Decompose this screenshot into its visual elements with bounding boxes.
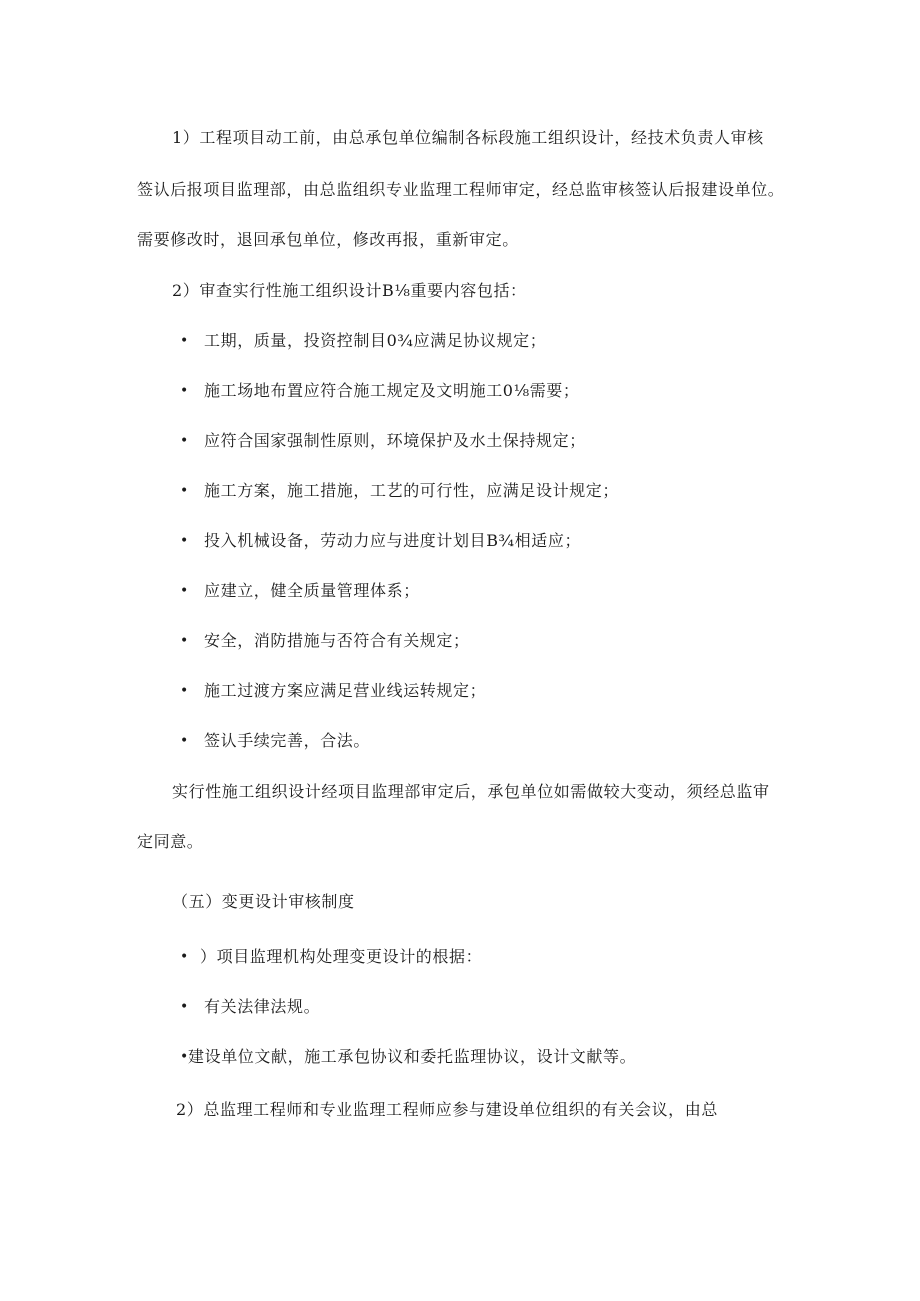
list-item: 应符合国家强制性原则，环境保护及水土保持规定； xyxy=(204,431,586,450)
list-item: 投入机械设备，劳动力应与进度计划目B¾相适应； xyxy=(204,531,582,550)
section-heading: （五）变更设计审核制度 xyxy=(172,892,355,911)
paragraph-1-line-3: 需要修改时，退回承包单位，修改再报，重新审定。 xyxy=(137,230,519,249)
paragraph-1-line-2: 签认后报项目监理部，由总监组织专业监理工程师审定，经总监审核签认后报建设单位。 xyxy=(137,180,785,199)
paragraph-4: 2）总监理工程师和专业监理工程师应参与建设单位组织的有关会议，由总 xyxy=(176,1100,718,1119)
bullet-icon: • xyxy=(180,633,189,649)
bullet-icon: • xyxy=(180,1049,189,1065)
bullet-icon: • xyxy=(180,433,189,449)
list-item: ）项目监理机构处理变更设计的根据： xyxy=(200,947,483,966)
paragraph-2: 2）审查实行性施工组织设计B⅛重要内容包括： xyxy=(172,281,527,300)
paragraph-3-line-1: 实行性施工组织设计经项目监理部审定后，承包单位如需做较大变动，须经总监审 xyxy=(172,782,770,801)
paragraph-1-line-1: 1）工程项目动工前，由总承包单位编制各标段施工组织设计，经技术负责人审核 xyxy=(172,128,764,147)
list-item: 工期，质量，投资控制目0¾应满足协议规定； xyxy=(204,331,547,350)
bullet-icon: • xyxy=(180,333,189,349)
list-item: 施工过渡方案应满足营业线运转规定； xyxy=(204,681,487,700)
bullet-icon: • xyxy=(180,483,189,499)
list-item: 应建立，健全质量管理体系； xyxy=(204,581,420,600)
list-item: 安全，消防措施与否符合有关规定； xyxy=(204,631,470,650)
bullet-icon: • xyxy=(180,999,189,1015)
bullet-icon: • xyxy=(180,533,189,549)
list-item: 建设单位文献，施工承包协议和委托监理协议，设计文献等。 xyxy=(188,1047,637,1066)
list-item: 施工方案，施工措施，工艺的可行性，应满足设计规定； xyxy=(204,481,620,500)
bullet-icon: • xyxy=(180,733,189,749)
list-item: 有关法律法规。 xyxy=(204,997,321,1016)
bullet-icon: • xyxy=(180,383,189,399)
list-item: 施工场地布置应符合施工规定及文明施工0⅛需要； xyxy=(204,381,580,400)
bullet-icon: • xyxy=(180,683,189,699)
bullet-icon: • xyxy=(180,949,189,965)
list-item: 签认手续完善，合法。 xyxy=(204,731,371,750)
bullet-icon: • xyxy=(180,583,189,599)
paragraph-3-line-2: 定同意。 xyxy=(137,832,204,851)
